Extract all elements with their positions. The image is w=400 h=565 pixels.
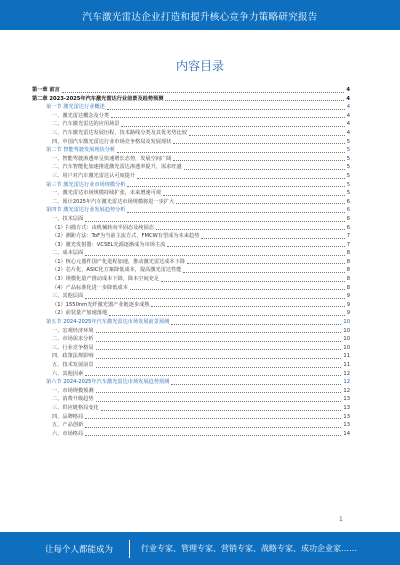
toc-entry-title: 一、宏观经济环境 [52, 327, 94, 334]
toc-leader-dots [173, 143, 344, 144]
toc-entry-page: 6 [346, 198, 350, 205]
toc-entry[interactable] [32, 370, 350, 379]
toc-leader-dots [167, 246, 344, 247]
toc-entry[interactable] [32, 395, 350, 404]
toc-leader-dots [85, 255, 345, 256]
toc-entry-page: 10 [343, 319, 350, 326]
toc-entry[interactable] [32, 224, 350, 233]
toc-entry[interactable] [32, 103, 350, 112]
toc-entry[interactable] [32, 189, 350, 198]
toc-entry[interactable] [32, 163, 350, 172]
toc-leader-dots [130, 289, 345, 290]
toc-leader-dots [127, 212, 344, 213]
toc-entry-page: 4 [346, 112, 350, 119]
toc-entry-page: 4 [346, 95, 350, 102]
toc-entry[interactable] [32, 95, 350, 104]
toc-entry-title: 第五节 2024-2025年汽车激光雷达市场发展前景预测 [46, 319, 170, 326]
toc-entry-title: 二、市场需求分析 [52, 336, 94, 343]
toc-entry-title: 一、激光雷达市场规模持续扩张，未来增速可观 [52, 190, 161, 197]
toc-leader-dots [107, 109, 345, 110]
toc-entry-title: 四、中国汽车激光雷达行业市场竞争格局及发展现状 [52, 138, 172, 145]
toc-heading: 内容目录 [175, 59, 224, 73]
toc-entry-page: 6 [346, 224, 350, 231]
footer-roles: 行业专家、管理专家、营销专家、战略专家、成功企业家…… [141, 544, 357, 553]
toc-leader-dots [96, 349, 342, 350]
toc-entry[interactable] [32, 361, 350, 370]
toc-entry-page: 8 [346, 284, 350, 291]
toc-leader-dots [96, 332, 342, 333]
toc-entry-page: 5 [346, 190, 350, 197]
toc-leader-dots [96, 392, 342, 393]
toc-entry-page: 10 [343, 344, 350, 351]
toc-entry-page: 6 [346, 207, 350, 214]
toc-leader-dots [85, 298, 345, 299]
toc-entry[interactable] [32, 241, 350, 250]
toc-entry-title: 一、市场规模预测 [52, 387, 94, 394]
toc-entry[interactable] [32, 378, 350, 387]
toc-entry-title: 第一章 前言 [32, 87, 60, 93]
toc-entry-title: 第二章 2023-2025年汽车激光雷达行业前景及趋势预测 [32, 95, 164, 102]
toc-entry[interactable] [32, 318, 350, 327]
toc-entry-title: 二、汽车智能化加速推进激光雷达渗透率提升，需求旺盛 [52, 164, 182, 171]
toc-entry[interactable] [32, 181, 350, 190]
toc-entry-title: 六、市场格局 [52, 430, 84, 437]
toc-leader-dots [201, 238, 344, 239]
toc-entry-page: 4 [346, 121, 350, 128]
toc-entry-title: （4）产品标准化进一步降低成本 [52, 284, 128, 291]
toc-entry[interactable] [32, 284, 350, 293]
footer-slogan: 让每个人都能成为 [45, 545, 114, 555]
toc-entry-page: 4 [346, 87, 350, 93]
toc-leader-dots [101, 410, 342, 411]
toc-entry-title: （3）激光发射器：VCSEL光源逐渐成为市场主流 [52, 241, 166, 248]
toc-entry[interactable] [32, 249, 350, 258]
toc-leader-dots [96, 358, 342, 359]
toc-entry-title: 三、供应链格局变化 [52, 404, 99, 411]
toc-entry-title: 二、成本层面 [52, 250, 84, 257]
toc-entry-page: 12 [343, 379, 350, 386]
toc-entry[interactable] [32, 387, 350, 396]
footer-divider [129, 540, 130, 558]
toc-entry-title: 第六节 2024-2025年汽车激光雷达市场发展趋势预测 [46, 379, 170, 386]
toc-entry-page: 8 [346, 258, 350, 265]
toc-entry-page: 6 [346, 215, 350, 222]
toc-leader-dots [85, 375, 341, 376]
toc-entry-title: 五、产品创新 [52, 422, 84, 429]
toc-leader-dots [117, 152, 345, 153]
toc-entry-title: 一、激光雷达概念及分类 [52, 112, 110, 119]
toc-entry-title: 三、用户对汽车激光雷达认可度提升 [52, 172, 136, 179]
toc-entry[interactable] [32, 232, 350, 241]
toc-entry[interactable] [32, 421, 350, 430]
toc-entry-title: 一、智能驾驶渗透率呈快速增长态势，发展空间广阔 [52, 155, 172, 162]
toc-entry[interactable] [32, 198, 350, 207]
toc-entry-page: 13 [343, 413, 350, 420]
toc-entry[interactable] [32, 352, 350, 361]
header-bar [0, 0, 400, 30]
toc-entry[interactable] [32, 86, 350, 95]
toc-entry[interactable] [32, 430, 350, 439]
toc-entry-page: 10 [343, 327, 350, 334]
toc-entry-page: 12 [343, 387, 350, 394]
toc-entry-page: 5 [346, 138, 350, 145]
toc-entry-page: 5 [346, 172, 350, 179]
toc-entry-title: 四、政策法规影响 [52, 353, 94, 360]
toc-entry[interactable] [32, 172, 350, 181]
toc-entry[interactable] [32, 275, 350, 284]
toc-entry-page: 5 [346, 155, 350, 162]
toc-entry[interactable] [32, 215, 350, 224]
toc-leader-dots [121, 126, 344, 127]
toc-entry[interactable] [32, 413, 350, 422]
toc-entry[interactable] [32, 258, 350, 267]
footer-bar [0, 532, 400, 565]
toc-entry-title: 三、其他层面 [52, 293, 84, 300]
toc-entry-page: 5 [346, 181, 350, 188]
toc-entry[interactable] [32, 309, 350, 318]
toc-entry[interactable] [32, 301, 350, 310]
toc-leader-dots [111, 117, 345, 118]
toc-entry[interactable] [32, 112, 350, 121]
toc-leader-dots [184, 169, 345, 170]
toc-entry-page: 13 [343, 396, 350, 403]
toc-entry-title: 一、技术层面 [52, 215, 84, 222]
page-number: 1 [339, 516, 343, 523]
toc-leader-dots [85, 418, 341, 419]
toc-entry-page: 5 [346, 147, 350, 154]
toc-leader-dots [165, 100, 344, 101]
toc-entry-page: 12 [343, 370, 350, 377]
toc-leader-dots [96, 367, 342, 368]
toc-entry-title: （2）芯片化、ASIC化方案降低成本，提高激光雷达性能 [52, 267, 182, 274]
table-of-contents [32, 86, 350, 438]
toc-entry[interactable] [32, 266, 350, 275]
toc-entry-title: 三、行业竞争格局 [52, 344, 94, 351]
toc-leader-dots [85, 435, 341, 436]
toc-entry-title: （1）扫描方式：由机械转向半固态及纯固态 [52, 224, 154, 231]
toc-entry-title: 三、汽车激光雷达发展历程，技术路线分类及其优劣势比较 [52, 129, 187, 136]
toc-entry-title: （1）核心元器件国产化进程加速，推动激光雷达成本下降 [52, 258, 185, 265]
toc-entry-page: 7 [346, 241, 350, 248]
toc-entry-title: 第二节 智能驾驶发展现状分析 [46, 147, 116, 154]
toc-entry[interactable] [32, 327, 350, 336]
toc-entry-title: 二、汽车激光雷达的应用场景 [52, 121, 120, 128]
toc-entry[interactable] [32, 155, 350, 164]
toc-entry[interactable] [32, 292, 350, 301]
toc-leader-dots [173, 160, 344, 161]
toc-entry-page: 10 [343, 336, 350, 343]
toc-leader-dots [85, 427, 341, 428]
toc-entry-title: 五、技术发展前景 [52, 362, 94, 368]
toc-leader-dots [187, 263, 345, 264]
toc-entry-title: （2）测距方法：ToF为当前主流方式，FMCW有望成为未来趋势 [52, 233, 200, 240]
toc-entry[interactable] [32, 129, 350, 138]
toc-leader-dots [176, 203, 345, 204]
toc-leader-dots [189, 135, 345, 136]
toc-entry-page: 4 [346, 129, 350, 136]
toc-leader-dots [62, 92, 345, 93]
toc-entry[interactable] [32, 344, 350, 353]
toc-entry-page: 5 [346, 164, 350, 171]
toc-entry-title: 第一节 激光雷达行业概述 [46, 104, 105, 111]
toc-leader-dots [96, 341, 342, 342]
toc-entry-page: 9 [346, 293, 350, 300]
toc-entry[interactable] [32, 146, 350, 155]
toc-entry-page: 11 [343, 353, 350, 360]
toc-entry-title: （3）规模化量产推动成本下降，降本空间充足 [52, 276, 160, 283]
toc-entry-page: 13 [343, 422, 350, 429]
toc-leader-dots [171, 324, 341, 325]
toc-leader-dots [171, 384, 341, 385]
toc-entry-title: 六、其他因素 [52, 370, 84, 377]
toc-leader-dots [163, 195, 345, 196]
toc-entry-title: 二、预计2025年汽车激光雷达市场规模将进一步扩大 [52, 198, 175, 205]
toc-entry[interactable] [32, 138, 350, 147]
toc-entry[interactable] [32, 404, 350, 413]
toc-entry-page: 8 [346, 267, 350, 274]
toc-entry-page: 8 [346, 250, 350, 257]
toc-entry[interactable] [32, 206, 350, 215]
toc-entry[interactable] [32, 120, 350, 129]
toc-leader-dots [183, 272, 344, 273]
toc-entry-title: 第三节 激光雷达行业市场规模分析 [46, 181, 126, 188]
toc-leader-dots [161, 281, 345, 282]
toc-entry-title: （2）前装量产加速落地 [52, 310, 108, 317]
toc-entry-page: 9 [346, 301, 350, 308]
toc-entry-page: 7 [346, 233, 350, 240]
toc-entry-title: （1）1550nm光纤激光器产业链逐步成熟 [52, 301, 150, 308]
toc-entry-page: 13 [343, 404, 350, 411]
toc-entry-page: 8 [346, 276, 350, 283]
report-title: 汽车激光雷达企业打造和提升核心竞争力策略研究报告 [82, 12, 318, 23]
toc-entry-title: 第四节 激光雷达行业发展趋势分析 [46, 207, 126, 214]
toc-leader-dots [137, 178, 345, 179]
toc-leader-dots [96, 401, 342, 402]
toc-leader-dots [109, 315, 345, 316]
toc-leader-dots [127, 186, 344, 187]
toc-leader-dots [85, 221, 345, 222]
toc-leader-dots [156, 229, 345, 230]
toc-entry-title: 四、品牌格局 [52, 413, 84, 420]
toc-entry-title: 二、消费升级趋势 [52, 396, 94, 403]
toc-entry-page: 9 [346, 310, 350, 317]
toc-entry-page: 14 [343, 430, 350, 437]
toc-leader-dots [151, 306, 344, 307]
toc-entry[interactable] [32, 335, 350, 344]
toc-entry-page: 4 [346, 104, 350, 111]
toc-entry-page: 11 [343, 362, 350, 368]
